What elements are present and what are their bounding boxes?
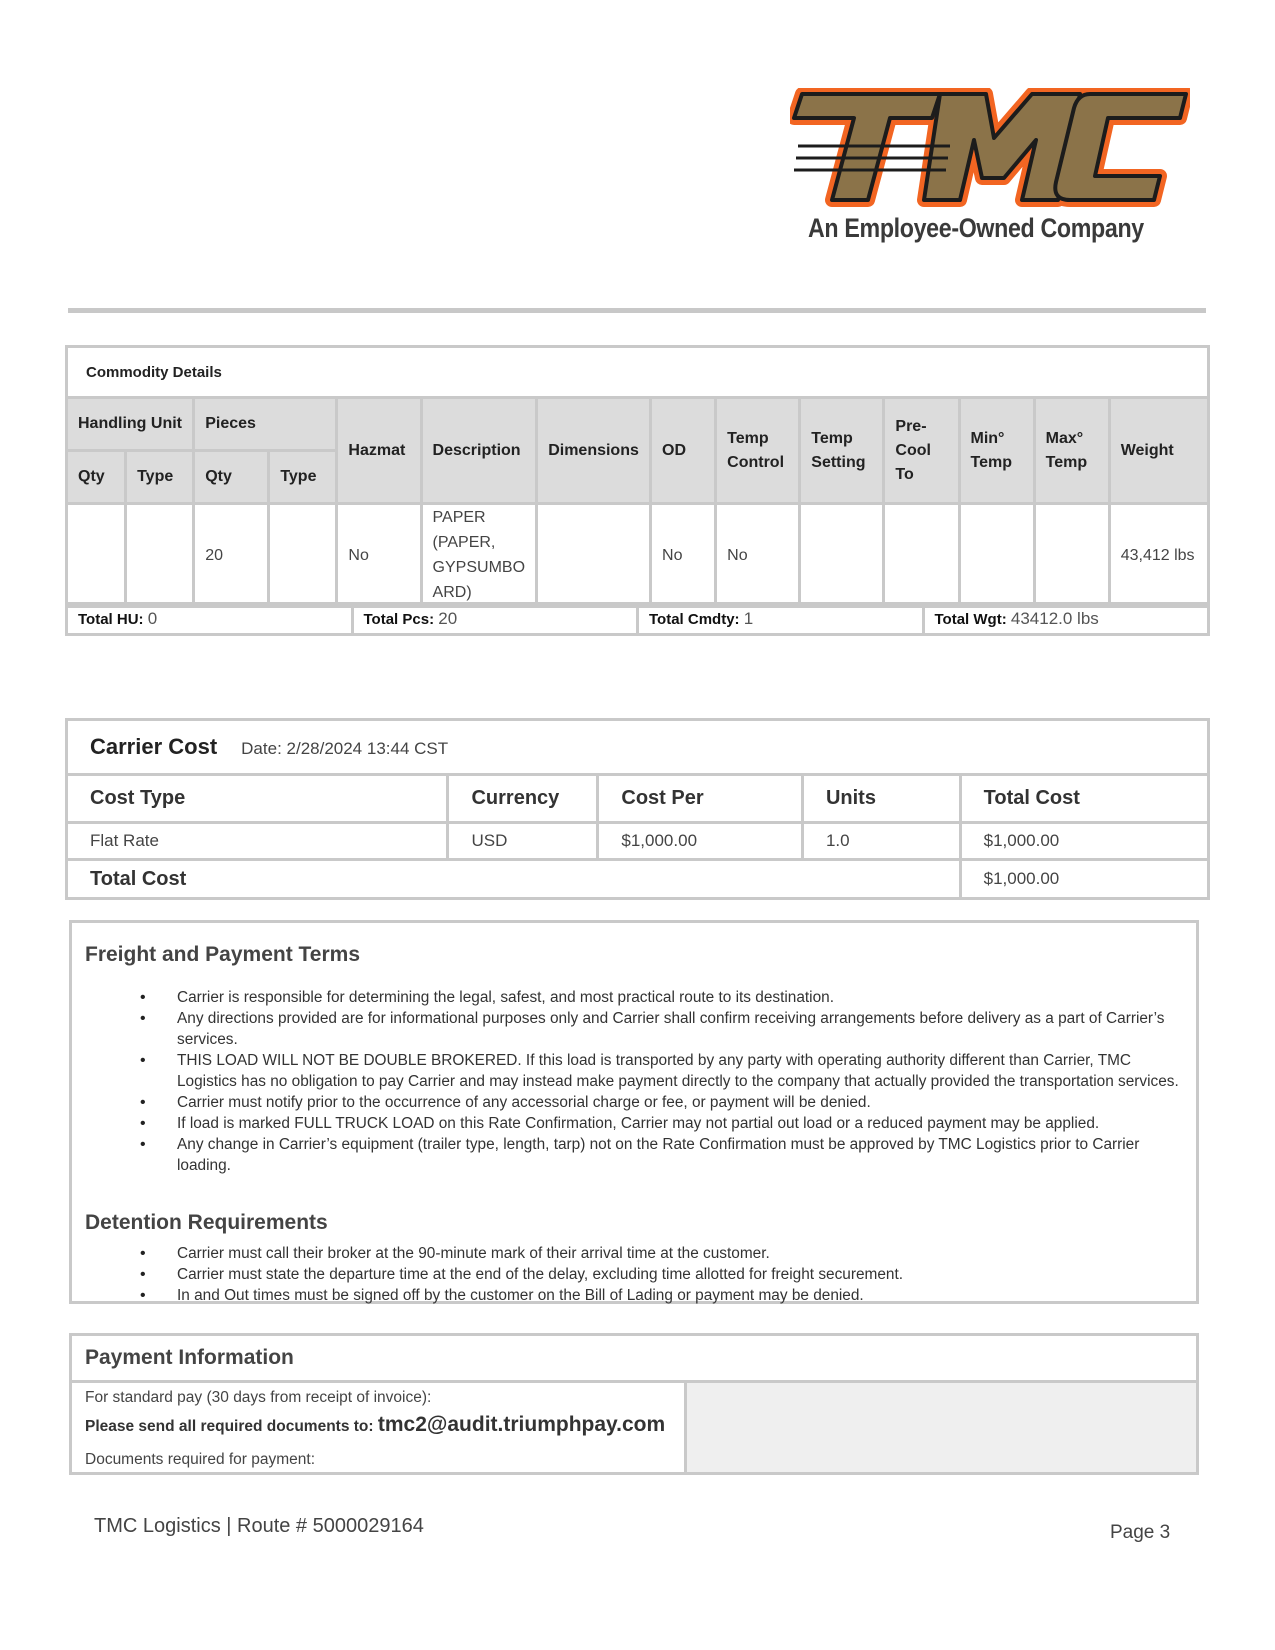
total-cost-label: Total Cost [67, 860, 961, 899]
send-documents-line [85, 1413, 665, 1437]
detention-title: Detention Requirements [85, 1211, 328, 1234]
cell-max-temp [1034, 504, 1109, 607]
header-units: Units [802, 775, 960, 823]
cell-cost-type: Flat Rate [67, 823, 448, 860]
cell-total-cost: $1,000.00 [960, 823, 1208, 860]
list-item: • THIS LOAD WILL NOT BE DOUBLE BROKERED. If this load is transported by any party with operating authority different than Carrier, TMC Logistics has no obligation to pay Carrier and may instead make payment directly to the company that actually provided the transportation services. [177, 1050, 1184, 1092]
send-documents-label: Please send all required documents to: [85, 1418, 374, 1435]
payment-blank-panel [687, 1383, 1196, 1472]
documents-required-text: Documents required for payment: [85, 1451, 316, 1468]
company-tagline: An Employee-Owned Company [808, 213, 1144, 243]
cell-hazmat: No [337, 504, 421, 607]
total-hu [67, 604, 353, 635]
header-dimensions: Dimensions [537, 398, 651, 504]
total-wgt-label: Total Wgt: [934, 611, 1007, 628]
cell-hu-qty [67, 504, 126, 607]
cell-temp-setting [800, 504, 884, 607]
cell-od: No [651, 504, 716, 607]
header-divider [68, 308, 1206, 313]
list-item: • Carrier is responsible for determining the legal, safest, and most practical route to its destination. [177, 987, 1184, 1008]
list-item: • Any directions provided are for informational purposes only and Carrier shall confirm receiving arrangements before delivery as a part of Carrier’s services. [177, 1008, 1184, 1050]
carrier-cost-date: Date: 2/28/2024 13:44 CST [241, 739, 449, 758]
freight-terms-section [69, 920, 1199, 1304]
header-pieces: Pieces [194, 398, 337, 451]
total-pcs-value: 20 [438, 609, 458, 628]
cell-temp-control: No [716, 504, 800, 607]
payment-email[interactable]: tmc2@audit.triumphpay.com [377, 1413, 666, 1436]
header-pc-type: Type [269, 451, 337, 504]
commodity-details-table [65, 345, 1210, 608]
payment-info-section [69, 1333, 1199, 1475]
page-number: Page 3 [1110, 1522, 1171, 1543]
cell-pc-qty: 20 [194, 504, 269, 607]
cell-description: PAPER (PAPER, GYPSUMBO ARD) [421, 504, 537, 607]
header-cost-per: Cost Per [598, 775, 803, 823]
cell-min-temp [959, 504, 1034, 607]
carrier-cost-header [67, 720, 1209, 775]
header-handling-unit: Handling Unit [67, 398, 194, 451]
header-pc-qty: Qty [194, 451, 269, 504]
total-cost-value: $1,000.00 [960, 860, 1208, 899]
header-pre-cool: Pre- Cool To [884, 398, 959, 504]
header-total-cost: Total Cost [960, 775, 1208, 823]
header-hu-type: Type [126, 451, 194, 504]
total-hu-label: Total HU: [78, 611, 144, 628]
cell-hu-type [126, 504, 194, 607]
total-pcs-label: Total Pcs: [363, 611, 435, 628]
header-temp-setting: Temp Setting [800, 398, 884, 504]
cell-currency: USD [448, 823, 598, 860]
total-pcs [352, 604, 638, 635]
table-row [67, 504, 1209, 607]
header-hazmat: Hazmat [337, 398, 421, 504]
total-wgt-value: 43412.0 lbs [1010, 609, 1099, 628]
header-temp-control: Temp Control [716, 398, 800, 504]
footer-route: TMC Logistics | Route # 5000029164 [94, 1515, 424, 1537]
total-cmdty-value: 1 [743, 609, 754, 628]
list-item: • Any change in Carrier’s equipment (trailer type, length, tarp) not on the Rate Confirmation must be approved by TMC Logistics prior to Carrier loading. [177, 1134, 1184, 1176]
total-wgt [923, 604, 1209, 635]
list-item: • Carrier must notify prior to the occurrence of any accessorial charge or fee, or payment will be denied. [177, 1092, 1184, 1113]
total-cmdty-label: Total Cmdty: [649, 611, 740, 628]
header-od: OD [651, 398, 716, 504]
list-item: • Carrier must state the departure time at the end of the delay, excluding time allotted for freight securement. [177, 1264, 1184, 1285]
list-item: • In and Out times must be signed off by the customer on the Bill of Lading or payment may be denied. [177, 1285, 1184, 1306]
freight-terms-list [117, 987, 1184, 1176]
header-hu-qty: Qty [67, 451, 126, 504]
header-description: Description [421, 398, 537, 504]
list-item: • Carrier must call their broker at the 90-minute mark of their arrival time at the customer. [177, 1243, 1184, 1264]
table-row [67, 823, 1209, 860]
header-cost-type: Cost Type [67, 775, 448, 823]
list-item: • If load is marked FULL TRUCK LOAD on this Rate Confirmation, Carrier may not partial out load or a reduced payment may be applied. [177, 1113, 1184, 1134]
total-hu-value: 0 [147, 609, 158, 628]
payment-details [72, 1383, 687, 1472]
standard-pay-text: For standard pay (30 days from receipt of invoice): [85, 1389, 432, 1406]
detention-list [117, 1243, 1184, 1306]
commodity-totals [65, 602, 1210, 636]
cell-dimensions [537, 504, 651, 607]
carrier-cost-title: Carrier Cost [90, 734, 218, 759]
cell-pre-cool [884, 504, 959, 607]
total-cmdty [638, 604, 924, 635]
cell-weight: 43,412 lbs [1109, 504, 1208, 607]
header-max-temp: Max° Temp [1034, 398, 1109, 504]
carrier-cost-table [65, 718, 1210, 900]
cell-units: 1.0 [802, 823, 960, 860]
tmc-logo-mark [790, 88, 1190, 213]
header-currency: Currency [448, 775, 598, 823]
header-min-temp: Min° Temp [959, 398, 1034, 504]
header-weight: Weight [1109, 398, 1208, 504]
cell-cost-per: $1,000.00 [598, 823, 803, 860]
company-logo [790, 88, 1190, 258]
commodity-title: Commodity Details [67, 347, 1209, 398]
payment-title: Payment Information [85, 1346, 294, 1369]
freight-terms-title: Freight and Payment Terms [85, 943, 361, 966]
cell-pc-type [269, 504, 337, 607]
